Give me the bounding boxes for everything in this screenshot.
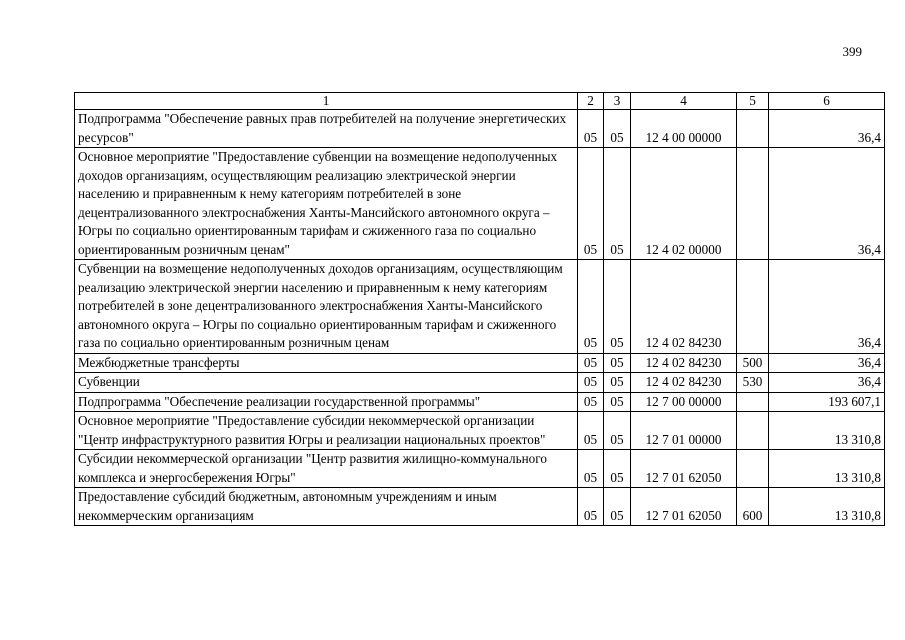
row-expense-type (737, 110, 769, 148)
header-row (75, 93, 885, 110)
row-subsection: 05 (604, 110, 631, 148)
row-expense-type (737, 450, 769, 488)
row-subsection: 05 (604, 353, 631, 373)
row-target-code: 12 4 02 84230 (631, 353, 737, 373)
row-subsection: 05 (604, 450, 631, 488)
row-expense-type (737, 260, 769, 354)
row-target-code: 12 4 02 00000 (631, 148, 737, 260)
row-name: Подпрограмма "Обеспечение реализации государственной программы" (75, 392, 578, 412)
row-subsection: 05 (604, 392, 631, 412)
row-subsection: 05 (604, 373, 631, 393)
table-row (75, 110, 885, 148)
header-cell: 1 (75, 93, 578, 110)
row-amount: 36,4 (769, 353, 885, 373)
row-expense-type (737, 148, 769, 260)
row-amount: 13 310,8 (769, 412, 885, 450)
row-target-code: 12 7 01 00000 (631, 412, 737, 450)
row-section: 05 (578, 392, 604, 412)
table-row (75, 373, 885, 393)
row-name: Субвенции (75, 373, 578, 393)
row-name: Субвенции на возмещение недополученных доходов организациям, осуществляющим реализацию электрической энергии населению и приравненным к нему категориям потребителей в зоне децентрализованного электроснабжения Ханты-Мансийского автономного округа – Югры по социально ориентированным тарифам и сжиженного газа по социально ориентированным розничным ценам (75, 260, 578, 354)
row-subsection: 05 (604, 412, 631, 450)
row-section: 05 (578, 260, 604, 354)
row-target-code: 12 4 02 84230 (631, 373, 737, 393)
row-expense-type: 600 (737, 488, 769, 526)
row-section: 05 (578, 412, 604, 450)
row-name: Субсидии некоммерческой организации "Центр развития жилищно-коммунального комплекса и энергосбережения Югры" (75, 450, 578, 488)
row-target-code: 12 7 00 00000 (631, 392, 737, 412)
header-cell: 5 (737, 93, 769, 110)
page-number: 399 (842, 44, 862, 59)
row-name: Предоставление субсидий бюджетным, автономным учреждениям и иным некоммерческим организациям (75, 488, 578, 526)
row-amount: 193 607,1 (769, 392, 885, 412)
row-target-code: 12 4 00 00000 (631, 110, 737, 148)
row-target-code: 12 4 02 84230 (631, 260, 737, 354)
row-expense-type (737, 392, 769, 412)
row-subsection: 05 (604, 488, 631, 526)
row-amount: 36,4 (769, 373, 885, 393)
header-cell: 4 (631, 93, 737, 110)
row-section: 05 (578, 148, 604, 260)
table-row (75, 260, 885, 354)
row-amount: 36,4 (769, 148, 885, 260)
row-expense-type: 500 (737, 353, 769, 373)
header-cell: 2 (578, 93, 604, 110)
row-section: 05 (578, 450, 604, 488)
row-section: 05 (578, 353, 604, 373)
row-subsection: 05 (604, 148, 631, 260)
row-amount: 36,4 (769, 260, 885, 354)
row-section: 05 (578, 488, 604, 526)
header-cell: 3 (604, 93, 631, 110)
row-amount: 13 310,8 (769, 450, 885, 488)
row-expense-type: 530 (737, 373, 769, 393)
row-name: Основное мероприятие "Предоставление субвенции на возмещение недополученных доходов организациям, осуществляющим реализацию электрической энергии населению и приравненным к нему категориям потребителей в зоне децентрализованного электроснабжения Ханты-Мансийского автономного округа – Югры по социально ориентированным тарифам и сжиженного газа по социально ориентированным розничным ценам" (75, 148, 578, 260)
budget-table (74, 92, 885, 526)
row-section: 05 (578, 373, 604, 393)
row-subsection: 05 (604, 260, 631, 354)
table-row (75, 353, 885, 373)
row-amount: 13 310,8 (769, 488, 885, 526)
table-row (75, 488, 885, 526)
row-target-code: 12 7 01 62050 (631, 450, 737, 488)
header-cell: 6 (769, 93, 885, 110)
row-target-code: 12 7 01 62050 (631, 488, 737, 526)
row-expense-type (737, 412, 769, 450)
table-body (75, 110, 885, 526)
table-row (75, 450, 885, 488)
row-section: 05 (578, 110, 604, 148)
table-row (75, 392, 885, 412)
row-name: Межбюджетные трансферты (75, 353, 578, 373)
row-amount: 36,4 (769, 110, 885, 148)
table-row (75, 148, 885, 260)
row-name: Подпрограмма "Обеспечение равных прав потребителей на получение энергетических ресурсов" (75, 110, 578, 148)
row-name: Основное мероприятие "Предоставление субсидии некоммерческой организации "Центр инфраструктурного развития Югры и реализации национальных проектов" (75, 412, 578, 450)
table-row (75, 412, 885, 450)
